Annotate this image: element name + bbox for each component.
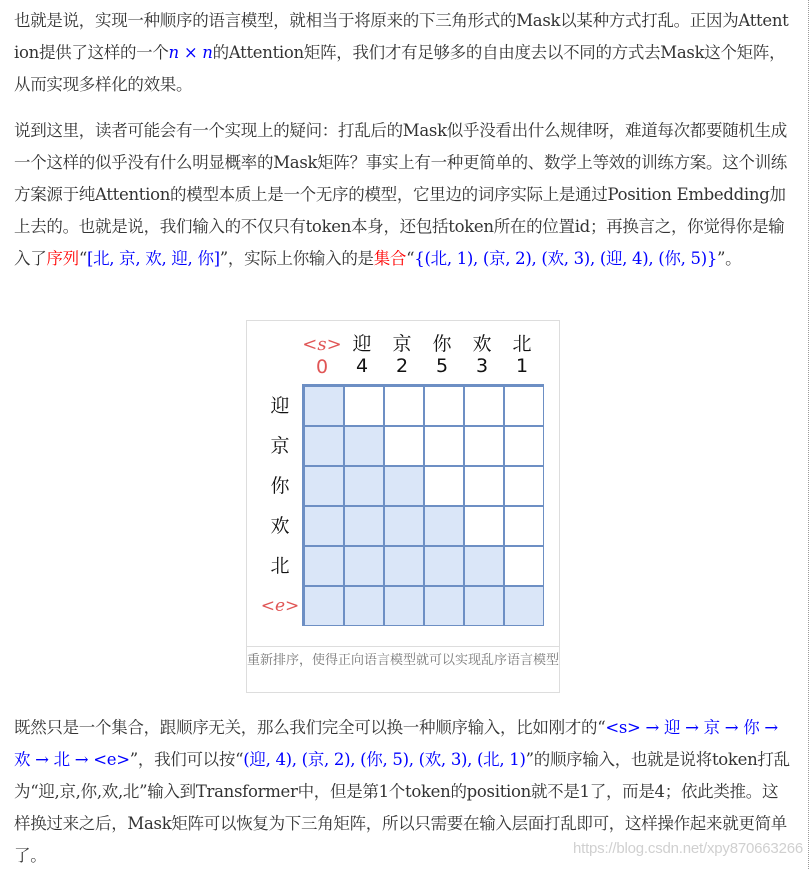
column-token: <s> bbox=[302, 334, 342, 355]
mask-grid bbox=[302, 384, 544, 626]
column-position: 3 bbox=[475, 355, 489, 377]
mask-cell-masked bbox=[464, 506, 504, 546]
paragraph-text: 也就是说，实现一种顺序的语言模型，就相当于将原来的下三角形式的Mask以某种方式打乱。正因为Attention提供了这样的一个 bbox=[14, 11, 789, 62]
mask-cell-masked bbox=[504, 466, 544, 506]
paragraph-text: 的Attention矩阵，我们才有足够多的自由度去以不同的方式去Mask这个矩阵，从而实现多样化的效果。 bbox=[14, 43, 786, 94]
column-position: 0 bbox=[315, 356, 329, 378]
mask-cell-visible bbox=[304, 546, 344, 586]
row-header: 迎 bbox=[270, 395, 290, 417]
column-position: 2 bbox=[395, 355, 409, 377]
emphasis-set: 集合 bbox=[373, 249, 407, 268]
column-header bbox=[342, 333, 382, 377]
mask-cell-masked bbox=[464, 386, 504, 426]
mask-cell-visible bbox=[464, 586, 504, 626]
mask-cell-visible bbox=[424, 506, 464, 546]
pairs-example: (迎, 4), (京, 2), (你, 5), (欢, 3), (北, 1) bbox=[243, 750, 526, 769]
mask-cell-visible bbox=[384, 586, 424, 626]
mask-cell-visible bbox=[304, 506, 344, 546]
row-header: 欢 bbox=[270, 515, 290, 537]
column-position: 5 bbox=[435, 355, 449, 377]
mask-cell-masked bbox=[504, 506, 544, 546]
paragraph-text: ”，实际上你输入的是 bbox=[219, 249, 374, 268]
mask-cell-visible bbox=[384, 546, 424, 586]
row-header: <e> bbox=[260, 596, 300, 616]
paragraph-text: 既然只是一个集合，跟顺序无关，那么我们完全可以换一种顺序输入，比如刚才的“ bbox=[14, 718, 606, 737]
watermark: https://blog.csdn.net/xpy870663266 bbox=[572, 840, 803, 857]
mask-cell-masked bbox=[504, 386, 544, 426]
mask-cell-masked bbox=[424, 426, 464, 466]
mask-cell-masked bbox=[464, 426, 504, 466]
mask-cell-masked bbox=[504, 546, 544, 586]
sequence-example: [北, 京, 欢, 迎, 你] bbox=[86, 249, 220, 268]
page-right-border bbox=[808, 0, 809, 869]
column-token: 欢 bbox=[472, 333, 492, 355]
set-example: {(北, 1), (京, 2), (欢, 3), (迎, 4), (你, 5)} bbox=[414, 249, 718, 268]
mask-cell-visible bbox=[504, 586, 544, 626]
mask-cell-visible bbox=[304, 586, 344, 626]
paragraph-text: 说到这里，读者可能会有一个实现上的疑问：打乱后的Mask似乎没看出什么规律呀，难道每次都要随机生成一个这样的似乎没有什么明显概率的Mask矩阵？事实上有一种更简单的、数学上等效的训练方案。这个训练方案源于纯Attention的模型本质上是一个无序的模型，它里边的词序实际上是通过Position Embedding加上去的。也就是说，我们输入的不仅只有token本身，还包括token所在的位置id；再换言之，你觉得你是输入了 bbox=[14, 121, 787, 268]
column-header bbox=[422, 333, 462, 377]
column-position: 1 bbox=[515, 355, 529, 377]
paragraph-text: ”，我们可以按“ bbox=[129, 750, 244, 769]
column-header bbox=[502, 333, 542, 377]
mask-cell-visible bbox=[424, 546, 464, 586]
mask-cell-visible bbox=[344, 546, 384, 586]
paragraph-text: ”的顺序输入，也就是说将token打乱为“迎,京,你,欢,北”输入到Transformer中，但是第1个token的position就不是1了，而是4；依此类推。这样换过来之后，Mask矩阵可以恢复为下三角矩阵，所以只需要在输入层面打乱即可，这样操作起来就更简单了。 bbox=[14, 750, 790, 865]
mask-cell-masked bbox=[504, 426, 544, 466]
mask-cell-visible bbox=[344, 426, 384, 466]
column-position: 4 bbox=[355, 355, 369, 377]
mask-cell-visible bbox=[344, 466, 384, 506]
math-n: n bbox=[168, 43, 179, 62]
mask-cell-masked bbox=[424, 466, 464, 506]
column-token: 北 bbox=[512, 333, 532, 355]
mask-matrix-figure bbox=[246, 320, 560, 693]
paragraph-1 bbox=[14, 5, 790, 101]
mask-cell-visible bbox=[304, 466, 344, 506]
mask-cell-visible bbox=[384, 466, 424, 506]
column-header bbox=[462, 333, 502, 377]
figure-image bbox=[247, 321, 559, 646]
row-header: 京 bbox=[270, 435, 290, 457]
mask-cell-masked bbox=[384, 386, 424, 426]
quote-mark: “ bbox=[78, 249, 87, 268]
column-header bbox=[382, 333, 422, 377]
mask-cell-visible bbox=[304, 426, 344, 466]
mask-cell-masked bbox=[344, 386, 384, 426]
mask-cell-masked bbox=[384, 426, 424, 466]
math-times: × bbox=[178, 43, 203, 62]
column-header bbox=[302, 333, 342, 378]
row-header: 北 bbox=[270, 555, 290, 577]
figure-caption: 重新排序，使得正向语言模型就可以实现乱序语言模型 bbox=[247, 646, 559, 692]
mask-cell-masked bbox=[424, 386, 464, 426]
math-n: n bbox=[202, 43, 213, 62]
mask-cell-visible bbox=[344, 586, 384, 626]
paragraph-text: ”。 bbox=[717, 249, 742, 268]
row-header: 你 bbox=[270, 475, 290, 497]
column-token: 你 bbox=[432, 333, 452, 355]
mask-cell-visible bbox=[304, 386, 344, 426]
mask-cell-visible bbox=[384, 506, 424, 546]
paragraph-2 bbox=[14, 115, 790, 275]
mask-cell-visible bbox=[424, 586, 464, 626]
quote-mark: “ bbox=[406, 249, 415, 268]
column-token: 迎 bbox=[352, 333, 372, 355]
order-example: <s> → 迎 → 京 → 你 → 欢 → 北 → <e> bbox=[14, 718, 778, 769]
mask-cell-visible bbox=[344, 506, 384, 546]
mask-cell-masked bbox=[464, 466, 504, 506]
column-token: 京 bbox=[392, 333, 412, 355]
mask-cell-visible bbox=[464, 546, 504, 586]
emphasis-sequence: 序列 bbox=[46, 249, 79, 268]
